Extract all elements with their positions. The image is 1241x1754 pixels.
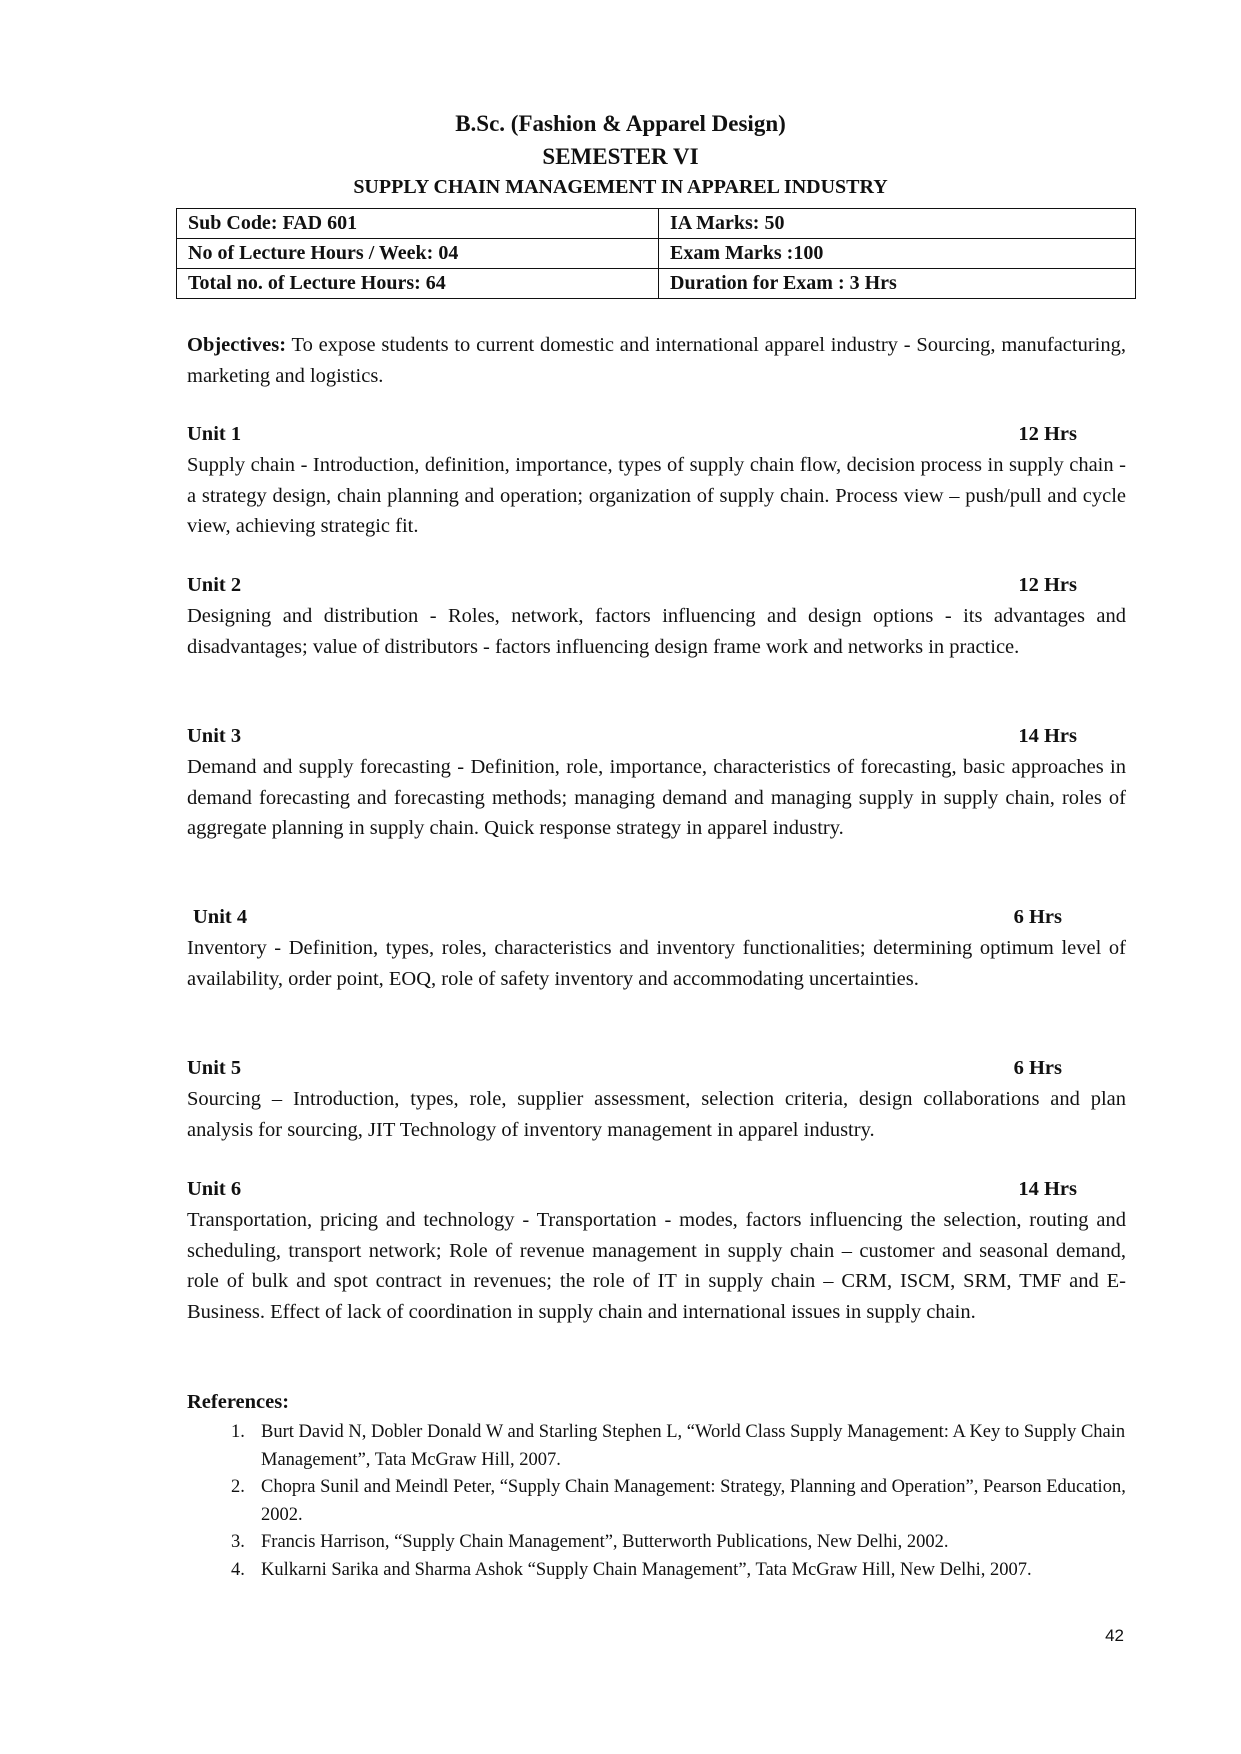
unit-2-body: Designing and distribution - Roles, network, factors influencing and design options - its advantages and disadvantages; value of distributors - factors influencing design frame work and networks in practice. <box>187 605 1126 658</box>
objectives-paragraph <box>187 330 1126 391</box>
unit-title: Unit 4 <box>193 906 248 928</box>
list-item <box>231 1419 1131 1474</box>
reference-number: 1. <box>231 1422 245 1442</box>
table-cell: Sub Code: FAD 601 <box>177 209 659 239</box>
unit-4-body: Inventory - Definition, types, roles, characteristics and inventory functionalities; determining optimum level of availability, order point, EOQ, role of safety inventory and accommodating uncertainties. <box>187 937 1126 990</box>
unit-title: Unit 3 <box>187 725 242 747</box>
unit-3-heading <box>187 725 1077 753</box>
references-heading: References: <box>187 1391 290 1413</box>
reference-text: Burt David N, Dobler Donald W and Starling Stephen L, “World Class Supply Management: A Key to Supply Chain Management”, Tata McGraw Hill, 2007. <box>261 1422 1126 1470</box>
unit-6-body: Transportation, pricing and technology - Transportation - modes, factors influencing the selection, routing and scheduling, transport network; Role of revenue management in supply chain – customer and seasonal demand, role of bulk and spot contract in revenues; the role of IT in supply chain – CRM, ISCM, SRM, TMF and E-Business. Effect of lack of coordination in supply chain and international issues in supply chain. <box>187 1209 1126 1323</box>
unit-hours: 6 Hrs <box>1013 906 1062 928</box>
unit-title: Unit 2 <box>187 574 242 596</box>
unit-hours: 12 Hrs <box>1018 574 1077 596</box>
reference-text: Francis Harrison, “Supply Chain Management”, Butterworth Publications, New Delhi, 2002. <box>261 1532 949 1552</box>
table-row <box>177 239 1136 269</box>
unit-5-heading <box>187 1057 1062 1085</box>
unit-title: Unit 5 <box>187 1057 242 1079</box>
unit-2-heading <box>187 574 1077 602</box>
course-title: SUPPLY CHAIN MANAGEMENT IN APPAREL INDUSTRY <box>353 176 888 198</box>
unit-1-heading <box>187 423 1077 451</box>
list-item <box>231 1529 1131 1557</box>
course-info-table <box>176 208 1136 299</box>
table-cell: Exam Marks :100 <box>659 239 1136 269</box>
reference-text: Kulkarni Sarika and Sharma Ashok “Supply Chain Management”, Tata McGraw Hill, New Delhi, 2007. <box>261 1559 1032 1580</box>
unit-1-body: Supply chain - Introduction, definition, importance, types of supply chain flow, decision process in supply chain - a strategy design, chain planning and operation; organization of supply chain. Process view – push/pull and cycle view, achieving strategic fit. <box>187 454 1126 537</box>
reference-number: 2. <box>231 1477 245 1497</box>
reference-text: Chopra Sunil and Meindl Peter, “Supply Chain Management: Strategy, Planning and Operation”, Pearson Education, 2002. <box>261 1477 1126 1525</box>
unit-hours: 14 Hrs <box>1018 725 1077 747</box>
unit-4-heading <box>193 906 1062 934</box>
unit-hours: 6 Hrs <box>1013 1057 1062 1079</box>
unit-hours: 12 Hrs <box>1018 423 1077 445</box>
unit-title: Unit 1 <box>187 423 242 445</box>
objectives-label: Objectives: <box>187 334 287 356</box>
reference-number: 4. <box>231 1559 245 1580</box>
table-cell: Total no. of Lecture Hours: 64 <box>177 269 659 299</box>
unit-title: Unit 6 <box>187 1178 242 1200</box>
table-cell: No of Lecture Hours / Week: 04 <box>177 239 659 269</box>
unit-hours: 14 Hrs <box>1018 1178 1077 1200</box>
references-list <box>231 1419 1131 1584</box>
unit-3-body: Demand and supply forecasting - Definition, role, importance, characteristics of forecasting, basic approaches in demand forecasting and forecasting methods; managing demand and managing supply in supply chain, roles of aggregate planning in supply chain. Quick response strategy in apparel industry. <box>187 756 1126 839</box>
page-number: 42 <box>1105 1626 1124 1645</box>
reference-number: 3. <box>231 1532 245 1552</box>
table-row <box>177 209 1136 239</box>
objectives-text: To expose students to current domestic and international apparel industry - Sourcing, manufacturing, marketing and logistics. <box>187 334 1126 387</box>
semester-heading: SEMESTER VI <box>542 144 699 169</box>
list-item <box>231 1557 1131 1585</box>
table-cell: IA Marks: 50 <box>659 209 1136 239</box>
unit-5-body: Sourcing – Introduction, types, role, supplier assessment, selection criteria, design collaborations and plan analysis for sourcing, JIT Technology of inventory management in apparel industry. <box>187 1088 1126 1141</box>
list-item <box>231 1474 1131 1529</box>
table-row <box>177 269 1136 299</box>
table-cell: Duration for Exam : 3 Hrs <box>659 269 1136 299</box>
programme-heading: B.Sc. (Fashion & Apparel Design) <box>455 111 786 136</box>
unit-6-heading <box>187 1178 1077 1206</box>
